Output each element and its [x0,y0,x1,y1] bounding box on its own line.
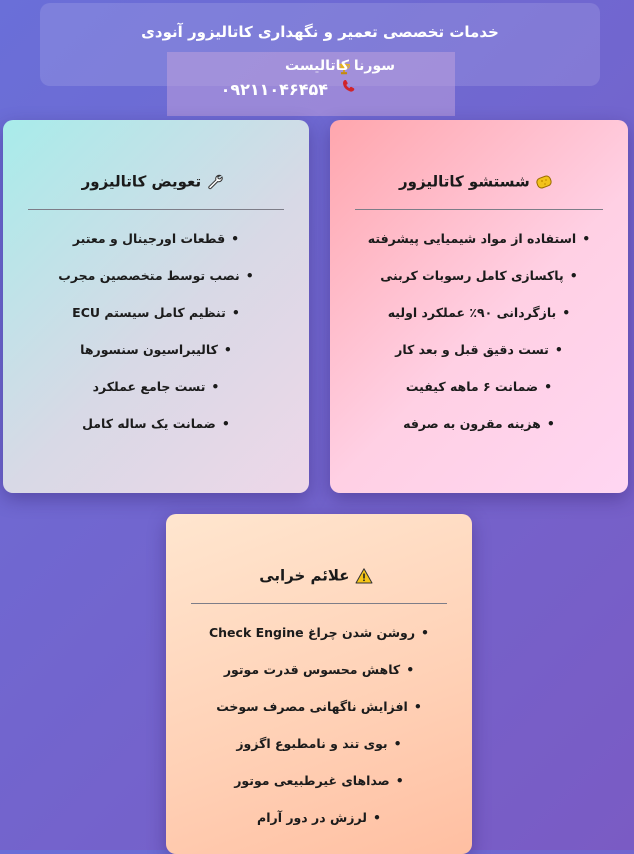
cleaning-card [330,120,628,493]
contact-box[interactable] [167,52,455,116]
symptoms-list [166,624,472,846]
list-item: •صداهای غیرطبیعی موتور [234,773,404,788]
list-item: •افزایش ناگهانی مصرف سوخت [216,699,422,714]
list-item: •قطعات اورجینال و معتبر [72,231,240,246]
symptoms-card-title: علائم خرابی [166,566,472,585]
replacement-card-title: تعویض کاتالیزور [3,172,309,191]
list-item: •کاهش محسوس قدرت موتور [223,662,415,677]
contact-phone[interactable]: ۰۹۲۱۱۰۴۶۴۵۴ [220,80,328,99]
sponge-icon [535,173,553,191]
list-item: •هزینه مقرون به صرفه [403,416,555,431]
replacement-list [3,230,309,452]
list-item: •ضمانت ۶ ماهه کیفیت [405,379,553,394]
telephone-icon [341,78,357,94]
list-item: •کالیبراسیون سنسورها [80,342,232,357]
list-item: •نصب توسط متخصصین مجرب [58,268,254,283]
replacement-card [3,120,309,493]
symptoms-card [166,514,472,854]
cleaning-card-title: شستشو کاتالیزور [330,172,628,191]
divider [28,209,284,210]
wrench-icon [206,173,224,191]
list-item: •تست جامع عملکرد [92,379,220,394]
list-item: •بازگردانی ۹۰٪ عملکرد اولیه [387,305,571,320]
divider [191,603,447,604]
warning-icon [355,567,373,585]
list-item: •ضمانت یک ساله کامل [82,416,230,431]
list-item: •لرزش در دور آرام [257,810,381,825]
list-item: •تست دقیق قبل و بعد کار [395,342,563,357]
cleaning-list [330,230,628,452]
page-title: خدمات تخصصی تعمیر و نگهداری کاتالیزور آنودی [141,23,499,41]
divider [355,209,603,210]
list-item: •تنظیم کامل سیستم ECU [72,305,240,320]
list-item: •روشن شدن چراغ Check Engine [208,625,430,640]
list-item: •استفاده از مواد شیمیایی پیشرفته [367,231,591,246]
contact-name: سورنا کاتالیست [285,58,395,74]
list-item: •پاکسازی کامل رسوبات کربنی [380,268,578,283]
list-item: •بوی تند و نامطبوع اگزوز [236,736,402,751]
